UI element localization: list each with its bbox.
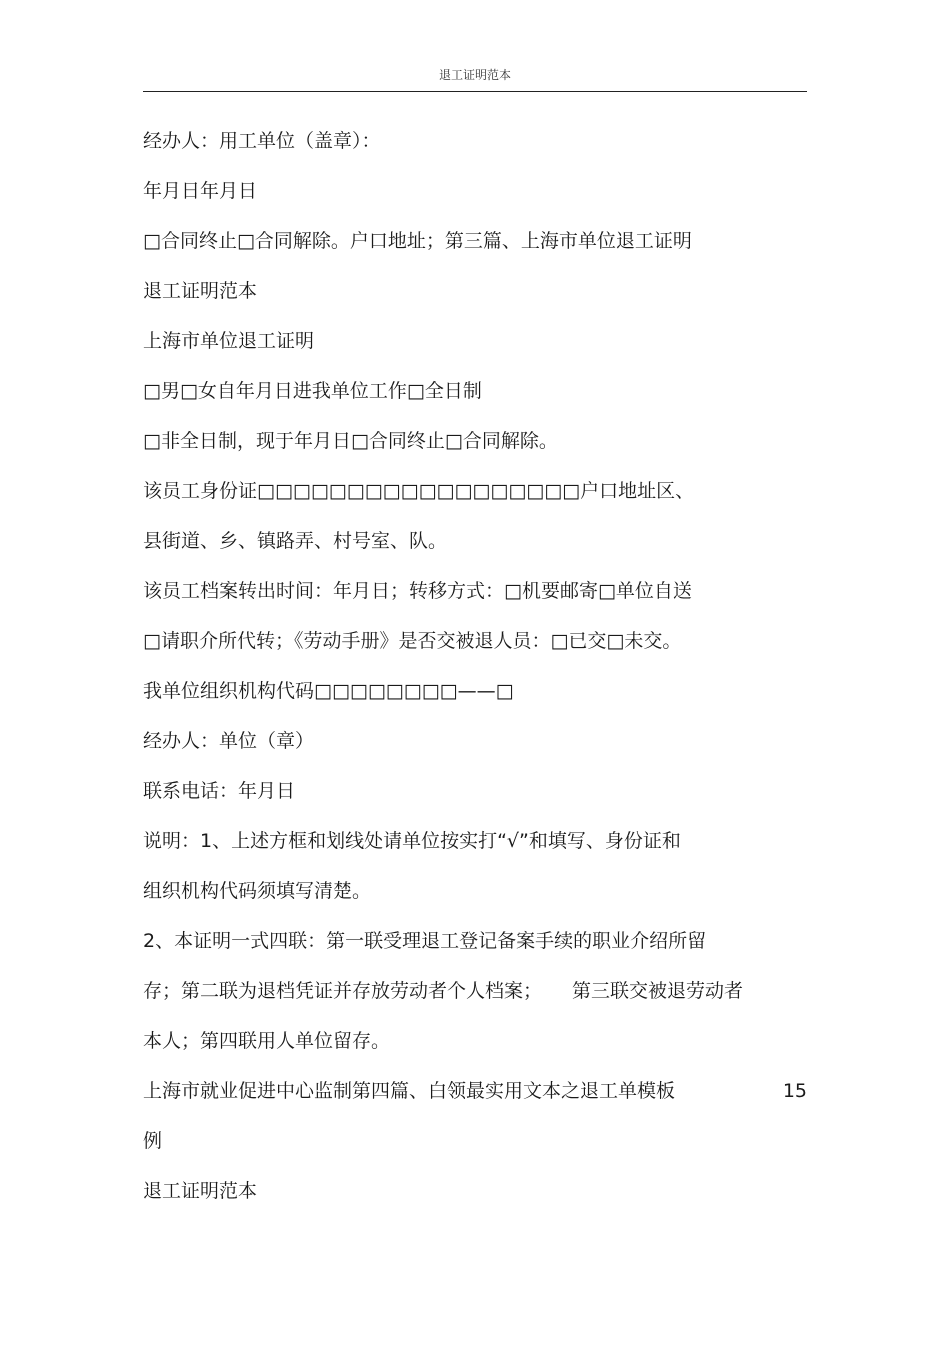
- text-line: □男□女自年月日进我单位工作□全日制: [143, 380, 482, 402]
- text-segment: 第三联交被退劳动者: [572, 980, 744, 1002]
- text-line: 本人；第四联用人单位留存。: [143, 1030, 391, 1052]
- text-line: 组织机构代码须填写清楚。: [143, 880, 372, 902]
- text-line: [143, 1073, 807, 1123]
- text-line: 该员工档案转出时间：年月日；转移方式：□机要邮寄□单位自送: [143, 580, 692, 602]
- text-line: 退工证明范本: [143, 280, 258, 302]
- text-line: 经办人：用工单位（盖章）：: [143, 130, 381, 152]
- text-line: 年月日年月日: [143, 180, 258, 202]
- text-line: 县街道、乡、镇路弄、村号室、队。: [143, 530, 448, 552]
- text-line: 该员工身份证□□□□□□□□□□□□□□□□□□户口地址区、: [143, 480, 695, 502]
- text-line: [143, 973, 807, 1023]
- text-line: 说明：1、上述方框和划线处请单位按实打“√”和填写、身份证和: [143, 830, 681, 852]
- text-segment: 存；第二联为退档凭证并存放劳动者个人档案；: [143, 980, 543, 1002]
- text-line: □请职介所代转；《劳动手册》是否交被退人员：□已交□未交。: [143, 630, 682, 652]
- text-line: 上海市单位退工证明: [143, 330, 315, 352]
- text-line: 退工证明范本: [143, 1180, 258, 1202]
- page-header-title: 退工证明范本: [438, 68, 511, 82]
- text-line: 例: [143, 1130, 163, 1152]
- text-line: □非全日制，现于年月日□合同终止□合同解除。: [143, 430, 558, 452]
- page-number: 15: [782, 1080, 807, 1102]
- text-line: 经办人：单位（章）: [143, 730, 315, 752]
- header-divider: [143, 91, 807, 92]
- text-segment: 上海市就业促进中心监制第四篇、白领最实用文本之退工单模板: [143, 1080, 676, 1102]
- text-line: 我单位组织机构代码□□□□□□□□——□: [143, 680, 514, 702]
- document-body: [143, 123, 807, 1223]
- text-line: □合同终止□合同解除。户口地址；第三篇、上海市单位退工证明: [143, 230, 692, 252]
- text-line: 联系电话：年月日: [143, 780, 296, 802]
- text-line: 2、本证明一式四联：第一联受理退工登记备案手续的职业介绍所留: [143, 930, 707, 952]
